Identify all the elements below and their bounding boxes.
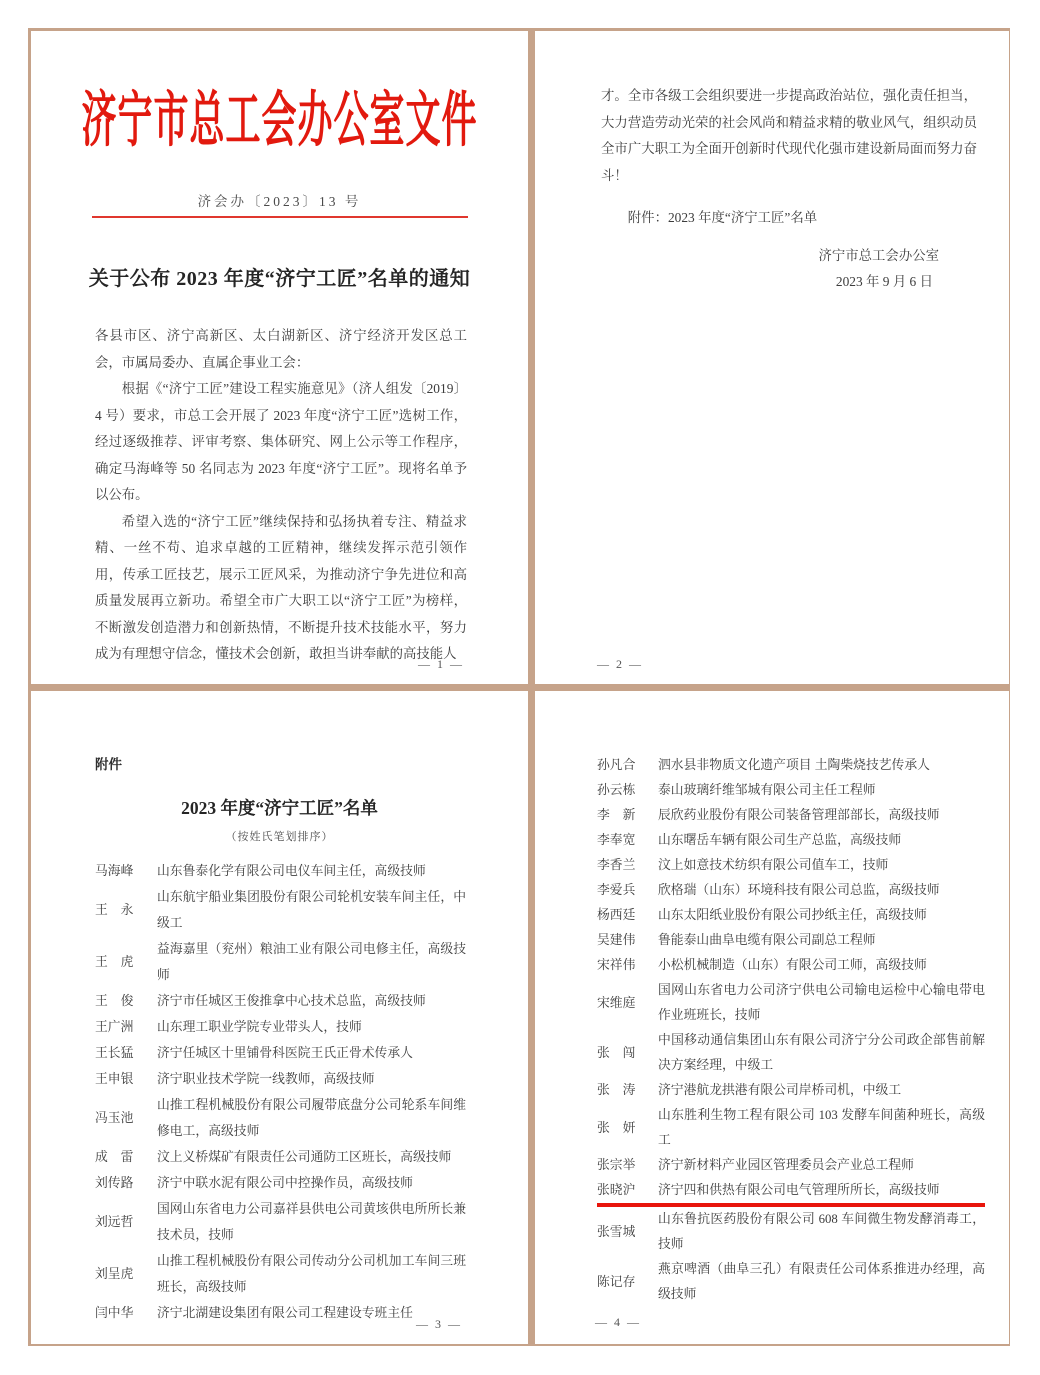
person-name: 王申银 — [95, 1072, 134, 1086]
person-name: 张 妍 — [597, 1120, 636, 1135]
person-name: 刘传路 — [95, 1176, 134, 1190]
document-number: 济会办〔2023〕13 号 — [197, 194, 362, 209]
person-title: 山东曙岳车辆有限公司生产总监，高级技师 — [658, 833, 902, 847]
person-title: 山东胜利生物工程有限公司 103 发酵车间菌种班长，高级工 — [658, 1108, 985, 1147]
page-3 — [31, 691, 528, 1344]
person-title: 国网山东省电力公司济宁供电公司输电运检中心输电带电作业班班长，技师 — [658, 983, 985, 1022]
page-1 — [31, 31, 528, 684]
list-item — [597, 928, 985, 953]
list-item — [95, 884, 466, 936]
paragraph: 才。全市各级工会组织要进一步提高政治站位，强化责任担当，大力营造劳动光荣的社会风尚和精益求精的敬业风气，组织动员全市广大职工为全面开创新时代现代化强市建设新局面而努力奋斗！ — [601, 88, 977, 183]
page-number: — 2 — — [597, 657, 643, 671]
signature-block — [535, 243, 1009, 295]
person-title: 山推工程机械股份有限公司履带底盘分公司轮系车间维修电工，高级技师 — [157, 1098, 466, 1138]
list-item — [597, 1103, 985, 1153]
list-item — [597, 1178, 985, 1207]
list-item — [597, 1207, 985, 1257]
person-title: 燕京啤酒（曲阜三孔）有限责任公司体系推进办经理，高级技师 — [658, 1262, 985, 1301]
list-item — [597, 828, 985, 853]
person-title: 中国移动通信集团山东有限公司济宁分公司政企部售前解决方案经理，中级工 — [658, 1033, 985, 1072]
page-divider-horizontal — [31, 684, 1007, 691]
issue-date: 2023 年 9 月 6 日 — [835, 274, 933, 289]
list-item — [95, 1248, 466, 1300]
person-name: 王长猛 — [95, 1046, 134, 1060]
page-2 — [535, 31, 1009, 684]
person-title: 泰山玻璃纤维邹城有限公司主任工程师 — [658, 783, 876, 797]
person-title: 济宁中联水泥有限公司中控操作员，高级技师 — [157, 1176, 413, 1190]
person-name: 张宗举 — [597, 1158, 636, 1172]
person-name: 李香兰 — [597, 858, 636, 872]
list-item — [597, 953, 985, 978]
person-title: 济宁北湖建设集团有限公司工程建设专班主任 — [157, 1306, 413, 1320]
person-title: 济宁港航龙拱港有限公司岸桥司机，中级工 — [658, 1083, 902, 1097]
paragraph: 根据《“济宁工匠”建设工程实施意见》（济人组发〔2019〕4 号）要求，市总工会开展了 2023 年度“济宁工匠”选树工作，经过逐级推荐、评审考察、集体研究、网上公示等工作程序，确定马海峰等 50 名同志为 2023 年度“济宁工匠”。现将名单予以公布。 — [95, 381, 467, 502]
list-item — [597, 853, 985, 878]
person-name: 陈记存 — [597, 1274, 636, 1289]
list-item — [597, 878, 985, 903]
list-item — [95, 988, 466, 1014]
list-item — [95, 858, 466, 884]
attachment-label: 附件 — [95, 757, 122, 772]
person-title: 汶上如意技术纺织有限公司值车工，技师 — [658, 858, 889, 872]
roster-title: 2023 年度“济宁工匠”名单 — [181, 798, 378, 818]
list-item — [597, 1028, 985, 1078]
person-name: 张 涛 — [597, 1083, 636, 1097]
person-title: 国网山东省电力公司嘉祥县供电公司黄垓供电所所长兼技术员，技师 — [157, 1202, 466, 1242]
list-item — [597, 803, 985, 828]
list-item — [597, 778, 985, 803]
roster-subtitle: （按姓氏笔划排序） — [225, 831, 334, 843]
person-name: 孙凡合 — [597, 758, 636, 772]
page-number: — 3 — — [416, 1317, 462, 1331]
issuing-office: 济宁市总工会办公室 — [818, 248, 939, 263]
person-title: 泗水县非物质文化遗产项目 土陶柴烧技艺传承人 — [658, 758, 930, 772]
person-title: 济宁任城区十里铺骨科医院王氏正骨术传承人 — [157, 1046, 413, 1060]
header-rule — [92, 216, 468, 218]
person-title: 山东理工职业学院专业带头人，技师 — [157, 1020, 362, 1034]
person-name: 宋维庭 — [597, 995, 636, 1010]
page-1-body — [95, 323, 467, 668]
person-title: 山东航宇船业集团股份有限公司轮机安装车间主任，中级工 — [157, 890, 466, 930]
person-name: 刘远哲 — [95, 1215, 134, 1229]
person-name: 李 新 — [597, 808, 636, 822]
paragraph: 各县市区、济宁高新区、太白湖新区、济宁经济开发区总工会，市属局委办、直属企事业工会： — [95, 328, 467, 370]
list-item — [95, 1066, 466, 1092]
person-title: 鲁能泰山曲阜电缆有限公司副总工程师 — [658, 933, 876, 947]
person-name: 马海峰 — [95, 864, 134, 878]
list-item — [597, 903, 985, 928]
person-name: 李奉宽 — [597, 833, 636, 847]
person-title: 欣格瑞（山东）环境科技有限公司总监，高级技师 — [658, 883, 940, 897]
person-name: 王 俊 — [95, 994, 134, 1008]
person-name: 成 雷 — [95, 1150, 134, 1164]
roster-page-3 — [95, 858, 466, 1326]
person-name: 闫中华 — [95, 1306, 134, 1320]
list-item — [597, 753, 985, 778]
attachment-reference: 附件：2023 年度“济宁工匠”名单 — [627, 210, 818, 225]
person-title: 济宁新材料产业园区管理委员会产业总工程师 — [658, 1158, 914, 1172]
paragraph: 希望入选的“济宁工匠”继续保持和弘扬执着专注、精益求精、一丝不苟、追求卓越的工匠精神，继续发挥示范引领作用，传承工匠技艺，展示工匠风采，为推动济宁争先进位和高质量发展再立新功。希望全市广大职工以“济宁工匠”为榜样，不断激发创造潜力和创新热情，不断提升技术技能水平，努力成为有理想守信念，懂技术会创新，敢担当讲奉献的高技能人 — [95, 513, 467, 661]
list-item — [95, 1014, 466, 1040]
person-title: 济宁职业技术学院一线教师，高级技师 — [157, 1072, 375, 1086]
page-4 — [535, 691, 1009, 1344]
list-item — [95, 1092, 466, 1144]
person-title: 小松机械制造（山东）有限公司工师，高级技师 — [658, 958, 927, 972]
list-item — [597, 1153, 985, 1178]
person-title: 益海嘉里（兖州）粮油工业有限公司电修主任，高级技师 — [157, 942, 466, 982]
list-item — [597, 978, 985, 1028]
person-title: 山东太阳纸业股份有限公司抄纸主任，高级技师 — [658, 908, 927, 922]
person-name: 孙云栋 — [597, 783, 636, 797]
person-title: 辰欣药业股份有限公司装备管理部部长，高级技师 — [658, 808, 940, 822]
person-name: 杨西廷 — [597, 908, 636, 922]
person-name: 李爱兵 — [597, 883, 636, 897]
person-title: 山推工程机械股份有限公司传动分公司机加工车间三班班长，高级技师 — [157, 1254, 466, 1294]
list-item — [95, 1144, 466, 1170]
list-item — [95, 1040, 466, 1066]
roster-page-4 — [597, 753, 985, 1307]
person-name: 刘呈虎 — [95, 1267, 134, 1281]
person-title: 济宁市任城区王俊推拿中心技术总监，高级技师 — [157, 994, 426, 1008]
list-item — [95, 1170, 466, 1196]
person-name: 张雪城 — [597, 1224, 636, 1239]
person-title: 济宁四和供热有限公司电气管理所所长，高级技师 — [658, 1183, 940, 1197]
person-name: 吴建伟 — [597, 933, 636, 947]
person-name: 冯玉池 — [95, 1111, 134, 1125]
list-item — [95, 936, 466, 988]
list-item — [597, 1078, 985, 1103]
person-title: 山东鲁抗医药股份有限公司 608 车间微生物发酵消毒工，技师 — [658, 1212, 985, 1251]
document-header-title: 济宁市总工会办公室文件 — [81, 87, 478, 155]
notice-title: 关于公布 2023 年度“济宁工匠”名单的通知 — [88, 268, 471, 290]
person-title: 汶上义桥煤矿有限责任公司通防工区班长，高级技师 — [157, 1150, 452, 1164]
list-item — [597, 1257, 985, 1307]
person-name: 王 虎 — [95, 955, 134, 969]
page-2-body — [601, 83, 977, 189]
person-name: 宋祥伟 — [597, 958, 636, 972]
page-number: — 4 — — [595, 1315, 641, 1329]
person-name: 王广洲 — [95, 1020, 134, 1034]
person-name: 王 永 — [95, 903, 134, 917]
page-number: — 1 — — [418, 657, 464, 671]
person-title: 山东鲁泰化学有限公司电仪车间主任，高级技师 — [157, 864, 426, 878]
person-name: 张晓沪 — [597, 1183, 636, 1197]
list-item — [95, 1196, 466, 1248]
list-item — [95, 1300, 466, 1326]
person-name: 张 闯 — [597, 1045, 636, 1060]
